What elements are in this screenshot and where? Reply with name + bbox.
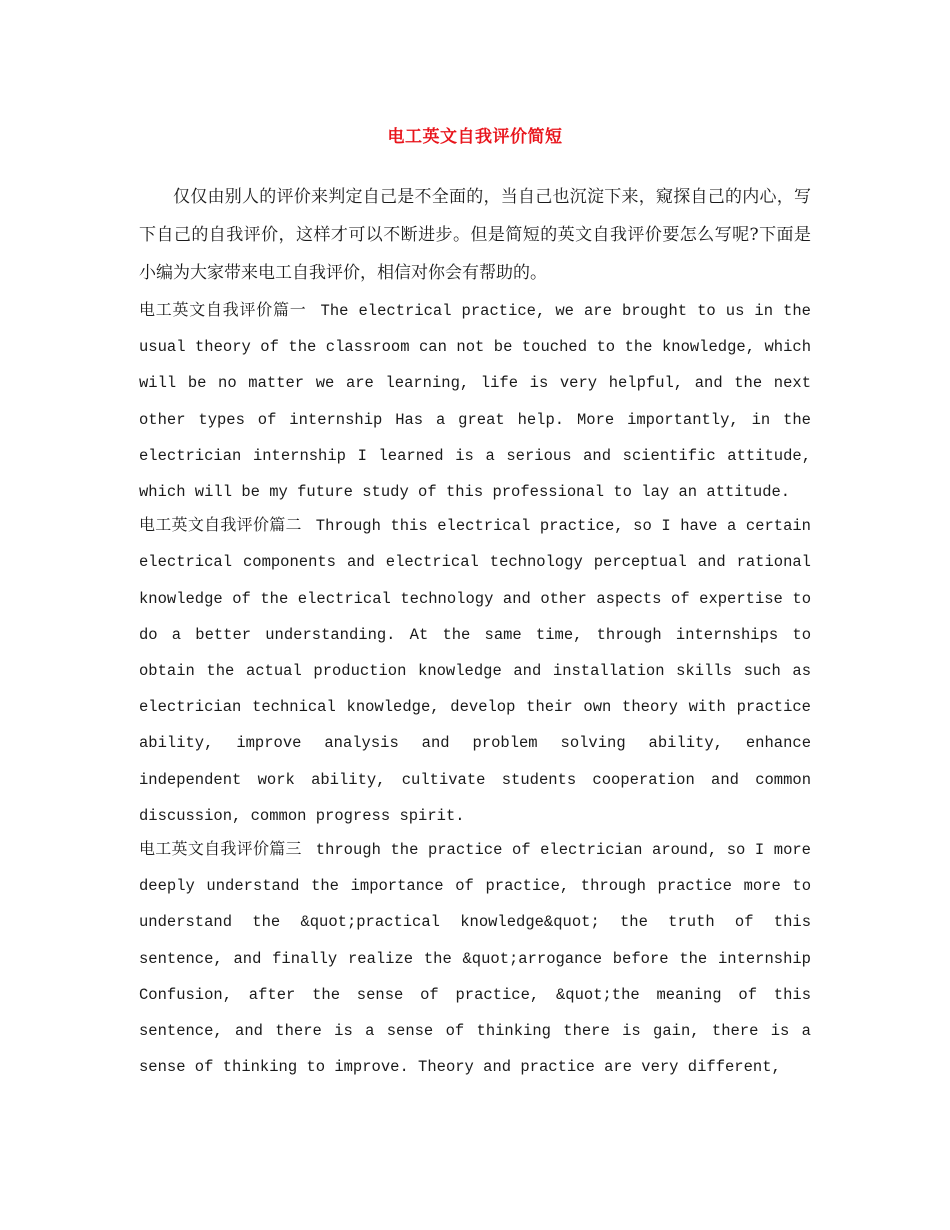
section-one xyxy=(139,292,811,510)
section-one-heading: 电工英文自我评价篇一 xyxy=(139,300,307,319)
section-two xyxy=(139,507,811,834)
section-three-heading: 电工英文自我评价篇三 xyxy=(139,839,302,859)
section-three-text: through the practice of electrician around, so I more deeply understand the importance of practice, through practice more to understand the &quot;practical knowledge&quot; the truth of this sentence, and finally realize the &quot;arrogance before the internship Confusion, after the sense of practice, &quot;the meaning of this sentence, and there is a sense of thinking there is gain, there is a sense of thinking to improve. Theory and practice are very different, xyxy=(139,841,811,1077)
section-three xyxy=(139,831,811,1085)
section-one-text: The electrical practice, we are brought to us in the usual theory of the classroom can not be touched to the knowledge, which will be no matter we are learning, life is very helpful, and the next other types of internship Has a great help. More importantly, in the electrician internship I learned is a serious and scientific attitude, which will be my future study of this professional to lay an attitude. xyxy=(139,302,811,502)
document-title: 电工英文自我评价简短 xyxy=(387,127,563,147)
section-two-text: Through this electrical practice, so I have a certain electrical components and electrical technology perceptual and rational knowledge of the electrical technology and other aspects of expertise to do a better understanding. At the same time, through internships to obtain the actual production knowledge and installation skills such as electrician technical knowledge, develop their own theory with practice ability, improve analysis and problem solving ability, enhance independent work ability, cultivate students cooperation and common discussion, common progress spirit. xyxy=(139,517,811,825)
intro-paragraph: 仅仅由别人的评价来判定自己是不全面的，当自己也沉淀下来，窥探自己的内心，写下自己的自我评价，这样才可以不断进步。但是简短的英文自我评价要怎么写呢?下面是小编为大家带来电工自我评价，相信对你会有帮助的。 xyxy=(139,187,811,283)
section-two-heading: 电工英文自我评价篇二 xyxy=(139,515,302,535)
document-body xyxy=(139,178,811,1085)
